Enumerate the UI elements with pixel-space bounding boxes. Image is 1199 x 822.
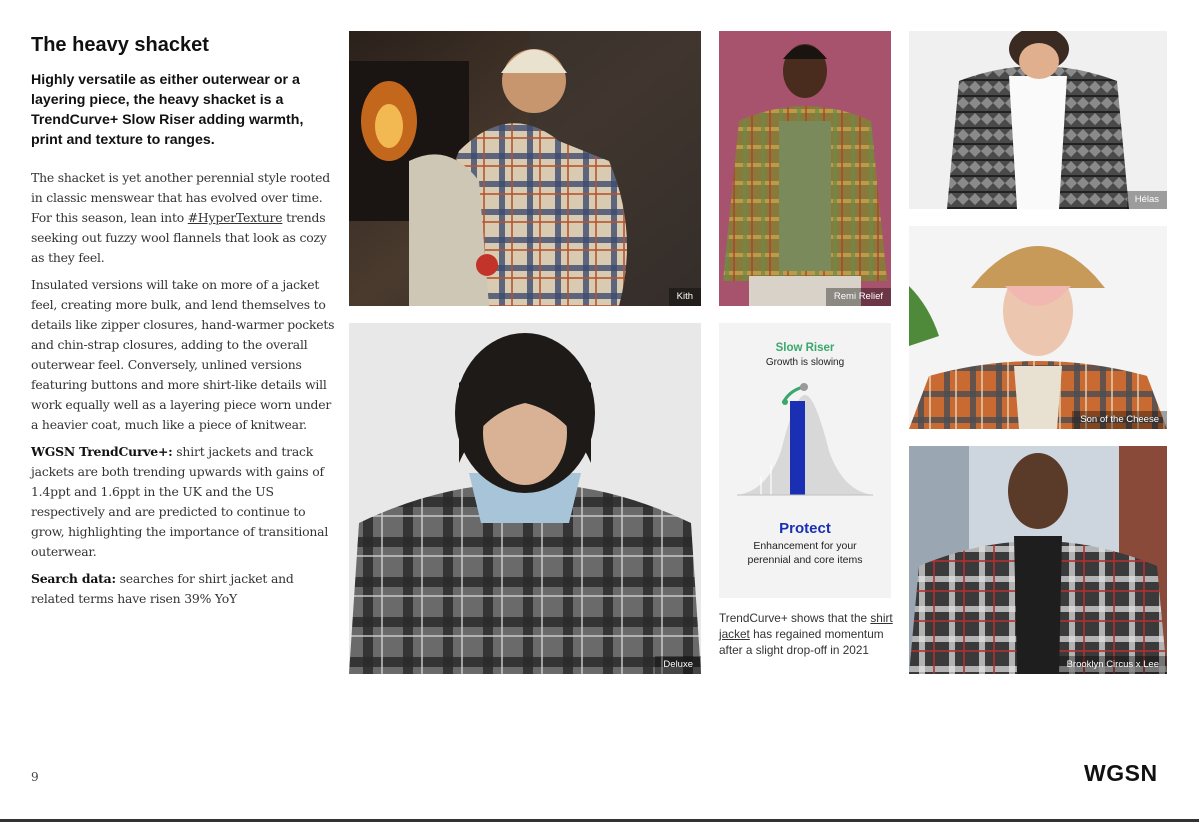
- paragraph-1-text-end: trends seeking out fuzzy wool flannels that look as cozy as they feel.: [31, 210, 327, 265]
- photo-brooklyn-circus-image: [909, 446, 1167, 674]
- search-data-label: Search data:: [31, 571, 116, 586]
- curve-indicator-end: [800, 383, 808, 391]
- trendcurve-action: Protect: [779, 520, 831, 537]
- paragraph-1: [31, 168, 336, 268]
- body-text: [31, 168, 336, 616]
- photo-helas-image: [909, 31, 1167, 209]
- curve-indicator-start: [782, 399, 788, 405]
- trendcurve-text: shirt jackets and track jackets are both trending upwards with gains of 1.4ppt and 1.6ppt in the UK and the US respectively and are predicted to continue to grow, highlighting the importance of transitional outerwear.: [31, 444, 329, 559]
- trendcurve-bell-curve: [737, 381, 873, 499]
- trendcurve-action-desc: Enhancement for your perennial and core items: [747, 540, 863, 566]
- shirt-jacket-link[interactable]: shirt jacket: [719, 611, 893, 641]
- search-data-text: searches for shirt jacket and related terms have risen 39% YoY: [31, 571, 294, 606]
- photo-credit-son-of-the-cheese: Son of the Cheese: [1072, 411, 1167, 429]
- hypertexture-link[interactable]: #HyperTexture: [187, 210, 283, 225]
- photo-credit-brooklyn-circus: Brooklyn Circus x Lee: [1059, 656, 1167, 674]
- curve-highlight-bar: [790, 401, 805, 495]
- trendcurve-status-sub: Growth is slowing: [765, 357, 845, 368]
- caption-text: TrendCurve+ shows that the: [719, 611, 871, 625]
- photo-helas: [909, 31, 1167, 209]
- lead-paragraph: Highly versatile as either outerwear or a layering piece, the heavy shacket is a TrendCurve+ Slow Riser adding warmth, print and texture to ranges.: [31, 72, 304, 148]
- photo-deluxe-image: [349, 323, 701, 674]
- paragraph-4: [31, 569, 336, 609]
- photo-brooklyn-circus: [909, 446, 1167, 674]
- photo-kith: [349, 31, 701, 306]
- trendcurve-card: [719, 323, 891, 598]
- trendcurve-status: Slow Riser: [775, 342, 835, 354]
- paragraph-3: [31, 442, 336, 562]
- wgsn-logo: WGSN: [1084, 760, 1158, 786]
- photo-remi-relief-image: [719, 31, 891, 306]
- photo-deluxe: [349, 323, 701, 674]
- photo-son-of-the-cheese: [909, 226, 1167, 429]
- paragraph-2: Insulated versions will take on more of a jacket feel, creating more bulk, and lend themselves to details like zipper closures, hand-warmer pockets and chin-strap closures, adding to the overall outerwear feel. Conversely, unlined versions featuring buttons and more shirt-like details will work equally well as a layering piece worn under a heavier coat, much like a piece of knitwear.: [31, 277, 335, 432]
- photo-kith-image: [349, 31, 701, 306]
- photo-son-of-the-cheese-image: [909, 226, 1167, 429]
- trendcurve-label: WGSN TrendCurve+:: [31, 444, 173, 459]
- page-number: 9: [31, 770, 39, 784]
- page-title: The heavy shacket: [31, 34, 209, 56]
- caption-text-end: has regained momentum after a slight drop-off in 2021: [719, 627, 884, 657]
- trendcurve-caption: [719, 610, 897, 658]
- photo-credit-remi-relief: Remi Relief: [826, 288, 891, 306]
- photo-credit-deluxe: Deluxe: [655, 656, 701, 674]
- paragraph-1-text: The shacket is yet another perennial style rooted in classic menswear that has evolved over time. For this season, lean into: [31, 170, 331, 225]
- photo-credit-kith: Kith: [669, 288, 701, 306]
- photo-remi-relief: [719, 31, 891, 306]
- photo-credit-helas: Hélas: [1127, 191, 1167, 209]
